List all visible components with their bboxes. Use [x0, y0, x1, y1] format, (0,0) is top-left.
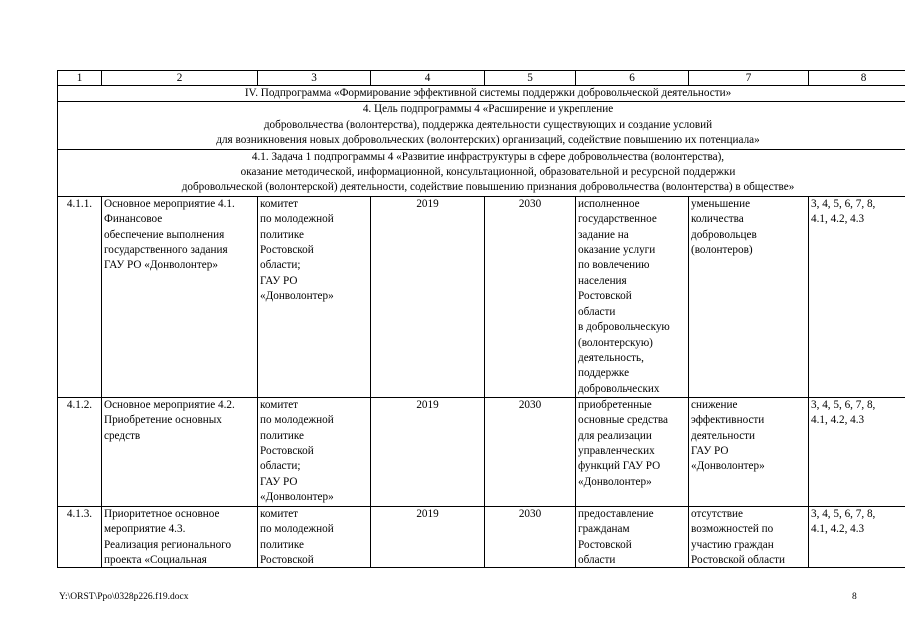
- measure-consequence-line: ГАУ РО: [691, 445, 729, 458]
- measure-executor: [258, 506, 371, 567]
- measure-result-line: Ростовской: [578, 538, 632, 551]
- measure-name-line: обеспечение выполнения: [104, 228, 225, 241]
- measure-name-line: Финансовое: [104, 213, 163, 226]
- measure-executor: [258, 196, 371, 397]
- footer-file-path: Y:\ORST\Ppo\0328p226.f19.docx: [59, 592, 189, 602]
- measure-result-line: предоставление: [578, 507, 654, 520]
- measure-name-line: мероприятие 4.3.: [104, 523, 186, 536]
- measure-consequence-line: Ростовской области: [691, 553, 785, 566]
- measure-number-text: 4.1.1.: [66, 197, 93, 210]
- task-line: 4.1. Задача 1 подпрограммы 4 «Развитие инфраструктуры в сфере добровольчества (волонтерства),: [251, 150, 725, 163]
- measure-name-line: ГАУ РО «Донволонтер»: [104, 259, 218, 272]
- measure-link: [809, 196, 905, 397]
- measure-link-line: 3, 4, 5, 6, 7, 8,: [811, 398, 876, 411]
- measure-result-line: в добровольческую: [578, 321, 670, 334]
- measure-executor-line: Ростовской: [260, 445, 314, 458]
- measure-result-line: (волонтерскую): [578, 336, 653, 349]
- task-cell: [58, 149, 905, 196]
- measure-result-line: управленческих: [578, 445, 655, 458]
- goal-line: добровольчества (волонтерства), поддержка деятельности существующих и создание условий: [263, 118, 713, 131]
- measure-result-line: гражданам: [578, 523, 630, 536]
- measure-consequence-line: количества: [691, 213, 744, 226]
- measure-link-line: 3, 4, 5, 6, 7, 8,: [811, 507, 876, 520]
- measure-result-line: деятельность,: [578, 351, 644, 364]
- measure-name-line: Основное мероприятие 4.1.: [104, 197, 235, 210]
- task-line: добровольческой (волонтерской) деятельности, содействие повышению признания добровольчества (волонтерства) в обществе»: [181, 181, 795, 194]
- measure-executor: [258, 397, 371, 506]
- measure-name-line: проекта «Социальная: [104, 553, 207, 566]
- measure-executor-line: ГАУ РО: [260, 274, 298, 287]
- measure-link: [809, 506, 905, 567]
- measure-result-line: по вовлечению: [578, 259, 650, 272]
- measure-link-line: 4.1, 4.2, 4.3: [811, 414, 865, 427]
- column-number: 5: [485, 71, 576, 86]
- measure-number-text: 4.1.3.: [66, 507, 93, 520]
- table-row: [58, 397, 905, 506]
- measure-consequence-line: возможностей по: [691, 523, 774, 536]
- measure-name-line: Реализация регионального: [104, 538, 232, 551]
- measure-result-line: «Донволонтер»: [578, 475, 652, 488]
- measures-table: [57, 70, 905, 568]
- goal-cell: [58, 102, 905, 149]
- measure-consequence-line: деятельности: [691, 429, 756, 442]
- measure-result-line: основные средства: [578, 414, 668, 427]
- task-line: оказание методической, информационной, консультационной, образовательной и ресурсной поддержки: [240, 166, 736, 179]
- measure-executor-line: политике: [260, 228, 305, 241]
- measure-executor-line: области;: [260, 259, 301, 272]
- measure-result-line: населения: [578, 274, 627, 287]
- measure-result-line: области: [578, 553, 616, 566]
- column-number: 7: [689, 71, 809, 86]
- measure-end-year: [485, 506, 576, 567]
- measure-executor-line: комитет: [260, 507, 299, 520]
- measure-executor-line: по молодежной: [260, 523, 334, 536]
- measure-consequence-line: снижение: [691, 398, 738, 411]
- measure-consequence-line: добровольцев: [691, 228, 757, 241]
- measure-consequence-line: «Донволонтер»: [691, 460, 765, 473]
- measure-number: [58, 506, 102, 567]
- table-row: [58, 506, 905, 567]
- goal-line: для возникновения новых добровольческих (волонтерских) организаций, содействие повышению их потенциала»: [216, 134, 760, 147]
- measure-result-line: задание на: [578, 228, 629, 241]
- column-number: 3: [258, 71, 371, 86]
- measure-consequence: [689, 506, 809, 567]
- measure-result: [576, 196, 689, 397]
- measure-start-year: [371, 506, 485, 567]
- measure-result-line: исполненное: [578, 197, 640, 210]
- measure-end-year: [485, 196, 576, 397]
- subprogram-row: [58, 86, 905, 102]
- measure-name-line: Приоритетное основное: [104, 507, 220, 520]
- measure-name-line: средств: [104, 429, 141, 442]
- measure-result-line: добровольческих: [578, 382, 660, 395]
- measure-start-year-text: 2019: [416, 197, 439, 210]
- page-number: 8: [852, 592, 857, 602]
- measure-start-year: [371, 196, 485, 397]
- measure-executor-line: ГАУ РО: [260, 475, 298, 488]
- measure-result-line: оказание услуги: [578, 244, 656, 257]
- column-number: 1: [58, 71, 102, 86]
- measure-consequence-line: участию граждан: [691, 538, 774, 551]
- measure-name: [102, 506, 258, 567]
- measure-executor-line: комитет: [260, 398, 299, 411]
- column-number: 4: [371, 71, 485, 86]
- measure-executor-line: Ростовской: [260, 553, 314, 566]
- measure-executor-line: по молодежной: [260, 213, 334, 226]
- column-numbers-row: [58, 71, 905, 86]
- measure-name: [102, 397, 258, 506]
- measure-consequence-line: эффективности: [691, 414, 765, 427]
- goal-line: 4. Цель подпрограммы 4 «Расширение и укрепление: [362, 103, 614, 116]
- table-row: [58, 196, 905, 397]
- measure-consequence: [689, 196, 809, 397]
- subprogram-title: IV. Подпрограмма «Формирование эффективной системы поддержки добровольческой деятельности»: [58, 86, 905, 102]
- measure-consequence-line: (волонтеров): [691, 244, 753, 257]
- measures-rows: [58, 196, 905, 567]
- measure-name-line: государственного задания: [104, 244, 228, 257]
- measure-result: [576, 397, 689, 506]
- measure-consequence: [689, 397, 809, 506]
- measure-consequence-line: уменьшение: [691, 197, 751, 210]
- goal-row: [58, 102, 905, 149]
- measure-link-line: 4.1, 4.2, 4.3: [811, 523, 865, 536]
- measure-name: [102, 196, 258, 397]
- measure-executor-line: по молодежной: [260, 414, 334, 427]
- measure-executor-line: «Донволонтер»: [260, 491, 334, 504]
- measure-consequence-line: отсутствие: [691, 507, 743, 520]
- measure-name-line: Приобретение основных: [104, 414, 222, 427]
- measure-name-line: Основное мероприятие 4.2.: [104, 398, 235, 411]
- task-row: [58, 149, 905, 196]
- measure-end-year-text: 2030: [518, 197, 542, 210]
- measure-executor-line: области;: [260, 460, 301, 473]
- measure-result-line: Ростовской: [578, 290, 632, 303]
- measure-link-line: 4.1, 4.2, 4.3: [811, 213, 865, 226]
- measure-executor-line: комитет: [260, 197, 299, 210]
- measure-result-line: области: [578, 305, 616, 318]
- measure-result-line: поддержке: [578, 367, 630, 380]
- column-number: 8: [809, 71, 905, 86]
- measure-executor-line: политике: [260, 429, 305, 442]
- measure-start-year-text: 2019: [416, 507, 439, 520]
- measure-result: [576, 506, 689, 567]
- measure-result-line: приобретенные: [578, 398, 652, 411]
- measure-link: [809, 397, 905, 506]
- measure-number: 4.1.2.: [58, 397, 102, 506]
- measure-executor-line: политике: [260, 538, 305, 551]
- column-number: 6: [576, 71, 689, 86]
- measure-result-line: государственное: [578, 213, 657, 226]
- measure-link-line: 3, 4, 5, 6, 7, 8,: [811, 197, 876, 210]
- measure-result-line: для реализации: [578, 429, 652, 442]
- measure-number: [58, 196, 102, 397]
- measure-end-year-text: 2030: [518, 507, 542, 520]
- measure-executor-line: «Донволонтер»: [260, 290, 334, 303]
- measure-start-year: 2019: [371, 397, 485, 506]
- measure-result-line: функций ГАУ РО: [578, 460, 661, 473]
- measure-end-year: 2030: [485, 397, 576, 506]
- measure-executor-line: Ростовской: [260, 244, 314, 257]
- column-number: 2: [102, 71, 258, 86]
